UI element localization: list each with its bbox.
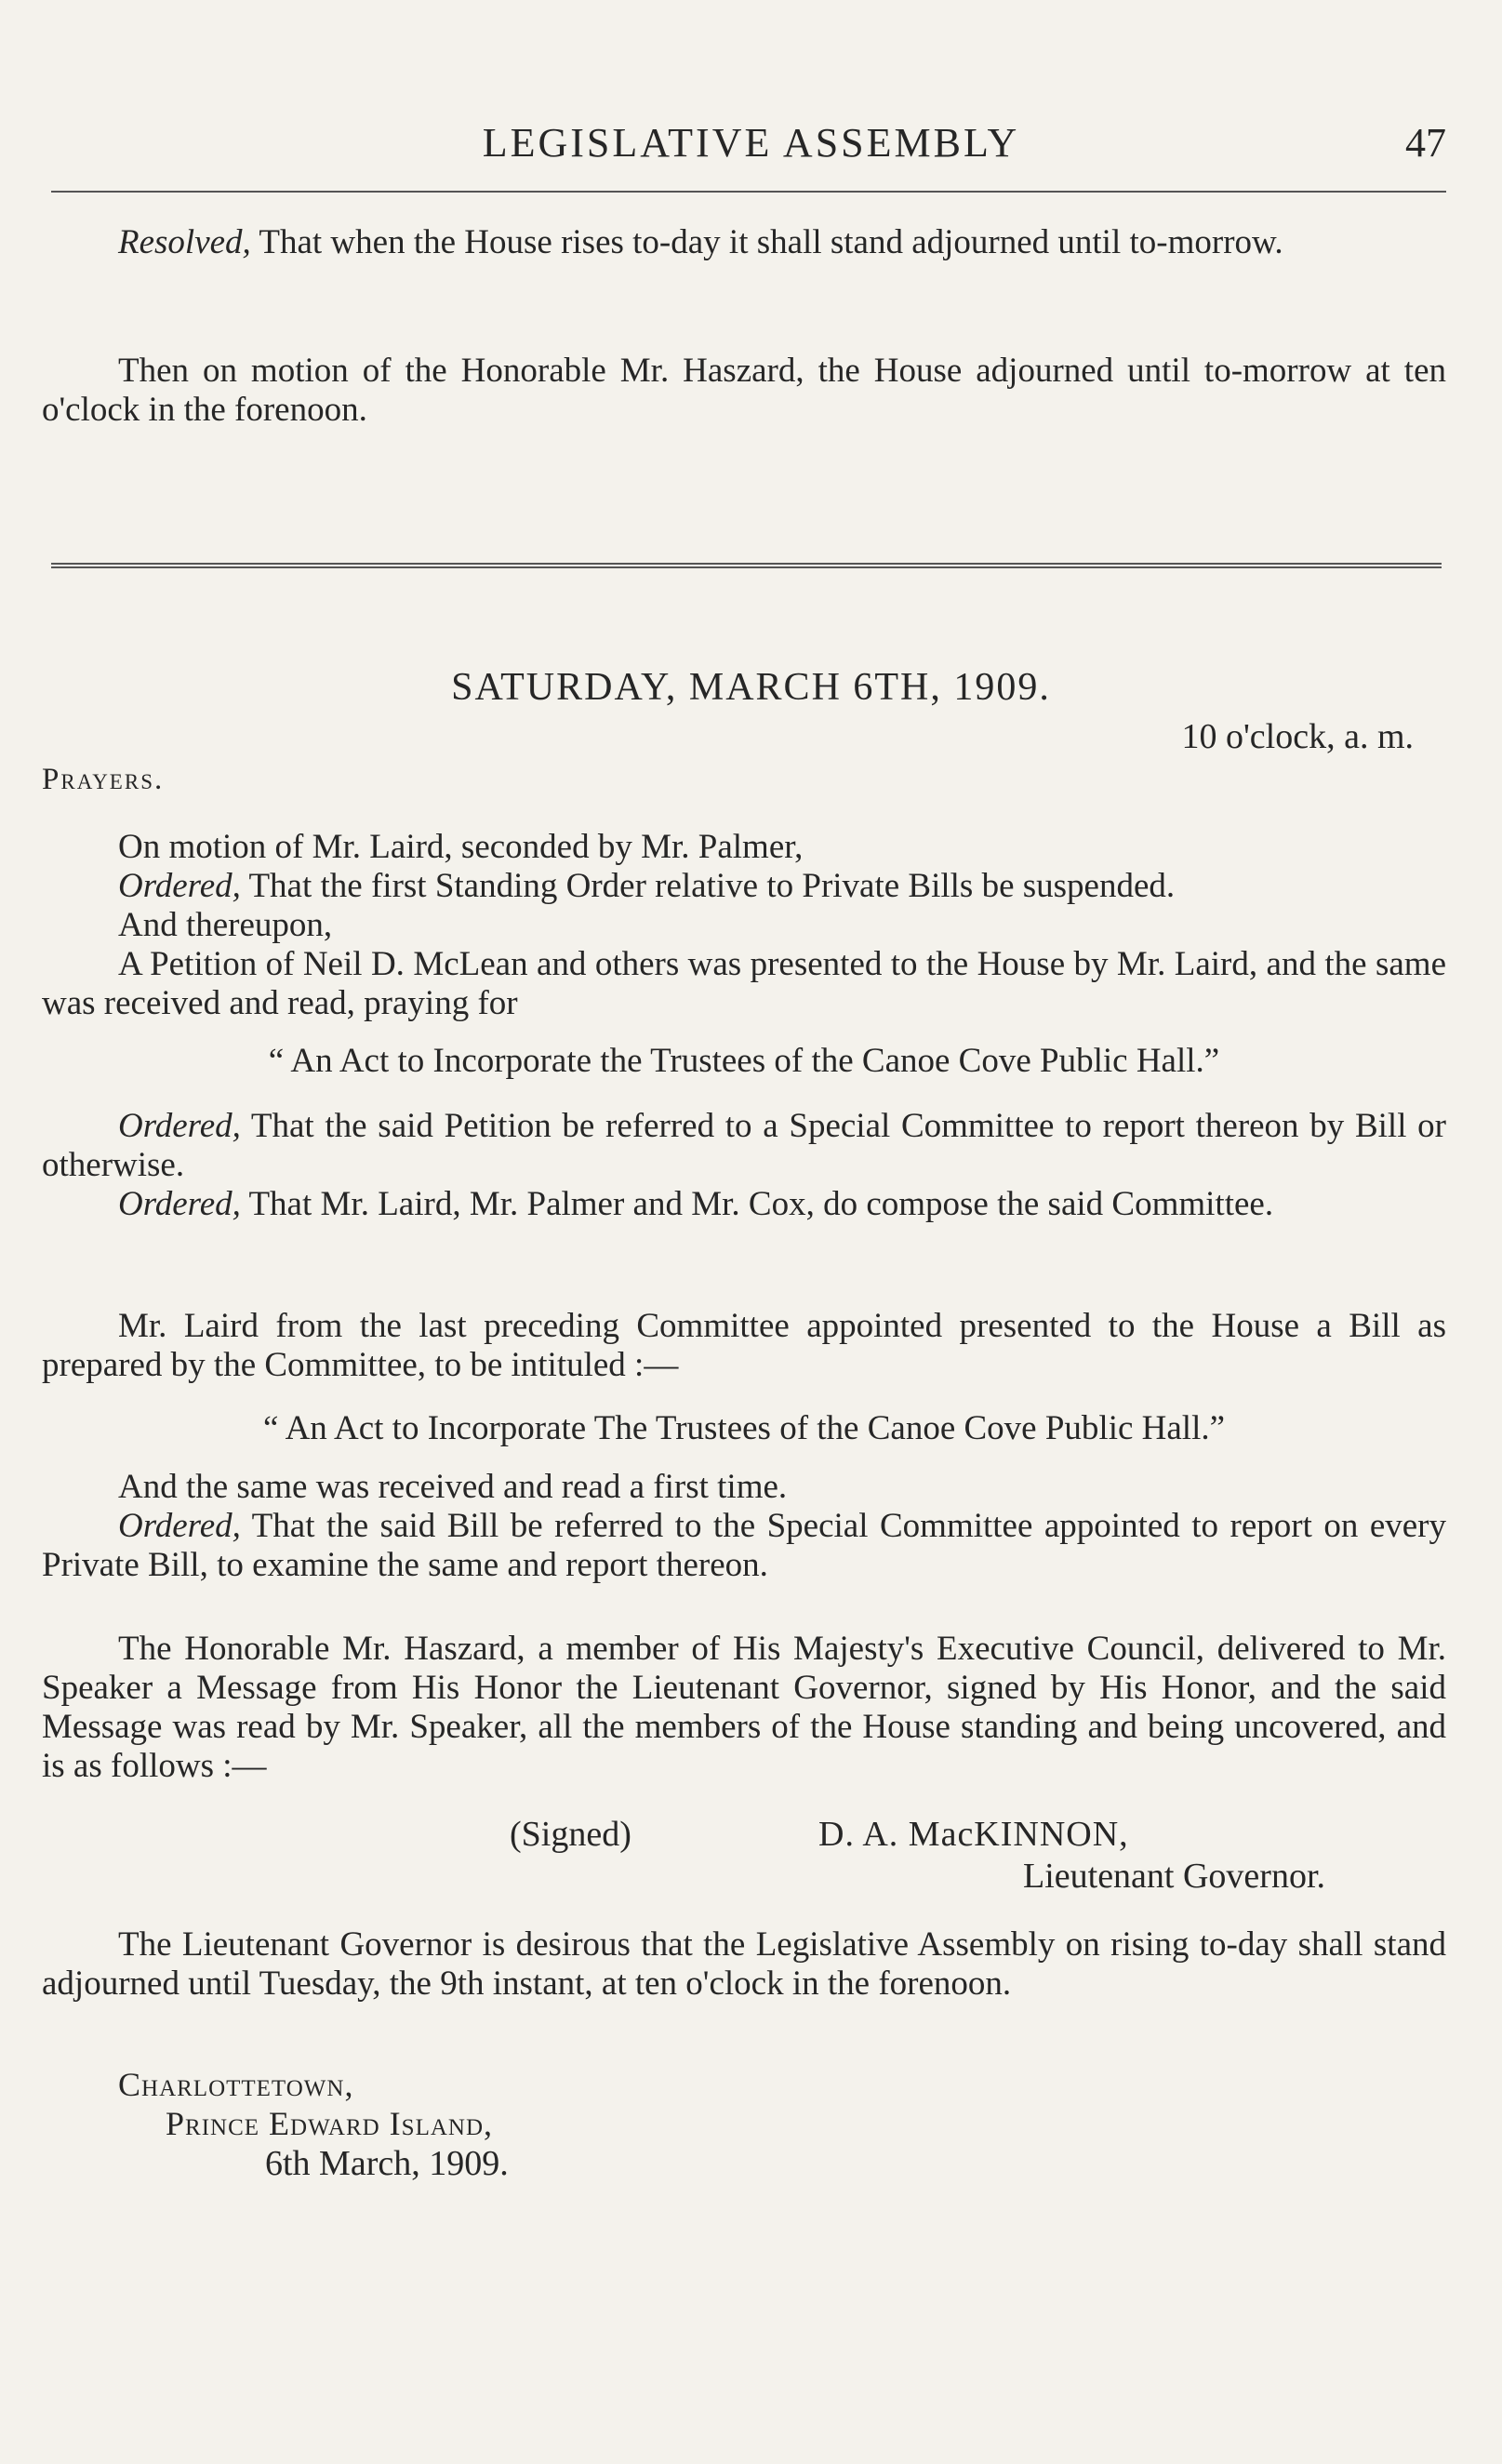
address-date: 6th March, 1909. bbox=[265, 2144, 509, 2183]
committee-report-paragraph: Mr. Laird from the last preceding Committee appointed presented to the House a Bill as prepared by the Committee, to be intituled :— bbox=[42, 1307, 1446, 1384]
ordered-text: That the said Petition be referred to a Special Committee to report thereon by Bill or otherwise. bbox=[42, 1107, 1446, 1184]
ordered-bill-referral bbox=[42, 1507, 1446, 1585]
running-header: LEGISLATIVE ASSEMBLY bbox=[482, 120, 1020, 166]
petition-paragraph: A Petition of Neil D. McLean and others was presented to the House by Mr. Laird, and the same was received and read, praying for bbox=[42, 945, 1446, 1022]
thereupon-line: And thereupon, bbox=[118, 906, 333, 944]
ordered-label: Ordered, bbox=[118, 1185, 241, 1223]
message-body-paragraph: The Lieutenant Governor is desirous that the Legislative Assembly on rising to-day shall stand adjourned until Tuesday, the 9th instant, at ten o'clock in the forenoon. bbox=[42, 1925, 1446, 2003]
ordered-standing-order bbox=[42, 867, 1446, 906]
address-province: Prince Edward Island, bbox=[166, 2105, 493, 2142]
bill-title-quote: “ An Act to Incorporate The Trustees of the Canoe Cove Public Hall.” bbox=[262, 1409, 1226, 1447]
sitting-time: 10 o'clock, a. m. bbox=[1181, 717, 1414, 756]
resolved-text: That when the House rises to-day it shall stand adjourned until to-morrow. bbox=[250, 223, 1283, 261]
resolved-label: Resolved, bbox=[118, 223, 251, 261]
ordered-committee-members bbox=[42, 1185, 1446, 1224]
signatory-name: D. A. MacKINNON, bbox=[818, 1815, 1129, 1854]
page-number: 47 bbox=[1405, 120, 1446, 166]
ordered-petition-referral bbox=[42, 1107, 1446, 1185]
prayers-heading: Prayers. bbox=[42, 763, 165, 796]
address-city: Charlottetown, bbox=[118, 2066, 354, 2103]
message-intro-paragraph: The Honorable Mr. Haszard, a member of His Majesty's Executive Council, delivered to Mr. Speaker a Message from His Honor the Lieutenant Governor, signed by His Honor, and the said Message was read by Mr. Speaker, all the members of the House standing and being uncovered, and is as follows :— bbox=[42, 1630, 1446, 1785]
header-rule bbox=[51, 191, 1446, 193]
section-divider bbox=[51, 563, 1442, 568]
signatory-title: Lieutenant Governor. bbox=[1023, 1857, 1326, 1896]
ordered-label: Ordered, bbox=[118, 867, 241, 905]
ordered-text: That the said Bill be referred to the Special Committee appointed to report on every Private Bill, to examine the same and report thereon. bbox=[42, 1507, 1446, 1584]
sitting-date-heading: SATURDAY, MARCH 6TH, 1909. bbox=[451, 666, 1051, 709]
resolved-paragraph bbox=[42, 223, 1446, 262]
ordered-label: Ordered, bbox=[118, 1507, 241, 1545]
first-reading-line: And the same was received and read a first time. bbox=[118, 1468, 788, 1506]
ordered-text: That Mr. Laird, Mr. Palmer and Mr. Cox, do compose the said Committee. bbox=[240, 1185, 1274, 1223]
adjourn-paragraph: Then on motion of the Honorable Mr. Haszard, the House adjourned until to-morrow at ten o'clock in the forenoon. bbox=[42, 352, 1446, 429]
ordered-text: That the first Standing Order relative to Private Bills be suspended. bbox=[240, 867, 1176, 905]
signed-label: (Signed) bbox=[510, 1815, 631, 1854]
motion-line: On motion of Mr. Laird, seconded by Mr. Palmer, bbox=[118, 828, 804, 866]
act-title-quote: “ An Act to Incorporate the Trustees of the Canoe Cove Public Hall.” bbox=[268, 1042, 1220, 1080]
ordered-label: Ordered, bbox=[118, 1107, 241, 1145]
